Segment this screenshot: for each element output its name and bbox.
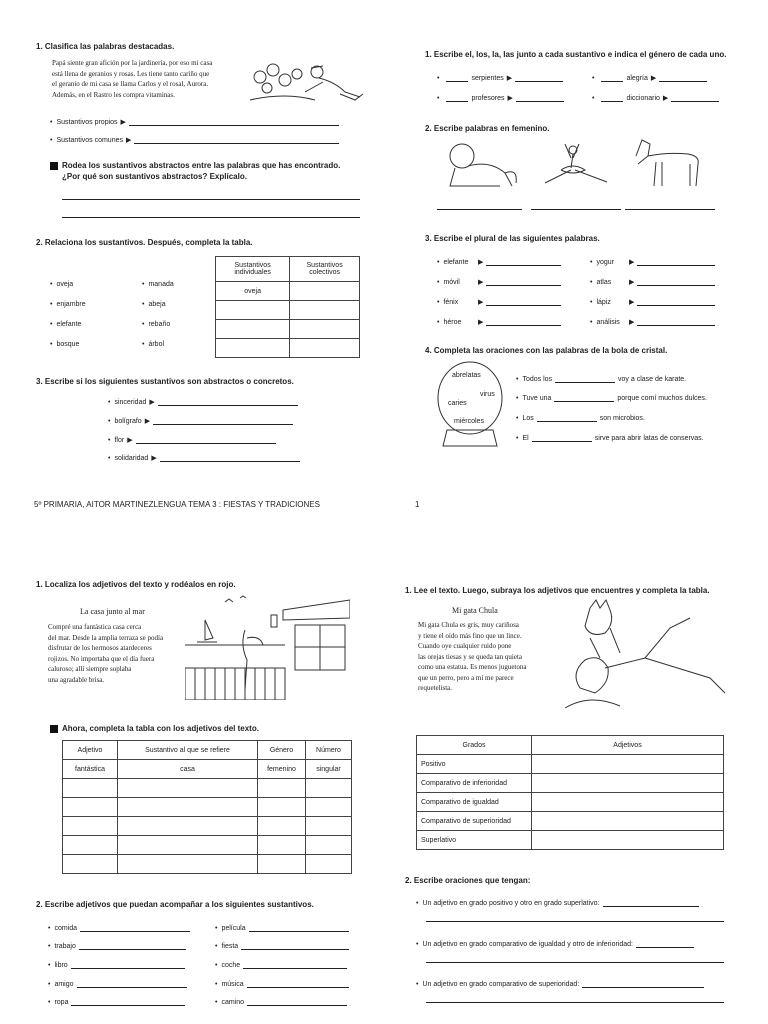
word: • sinceridad bbox=[108, 399, 146, 406]
table-cell[interactable] bbox=[306, 817, 352, 836]
table-header: Grados bbox=[417, 736, 532, 755]
p2-ex4-sentence bbox=[516, 412, 645, 422]
word: • película bbox=[215, 925, 246, 932]
p4-ex2-row bbox=[416, 978, 704, 988]
answer-line[interactable] bbox=[601, 81, 623, 82]
p1-ex2-title: 2. Relaciona los sustantivos. Después, completa la tabla. bbox=[36, 238, 253, 247]
table-header: Sustantivos colectivos bbox=[290, 257, 360, 282]
table-cell: Comparativo de inferioridad bbox=[417, 774, 532, 793]
p2-ex3-row bbox=[437, 296, 561, 306]
arrow-icon: ▶ bbox=[127, 437, 133, 444]
table-header: Sustantivos individuales bbox=[216, 257, 290, 282]
table-cell[interactable] bbox=[118, 779, 258, 798]
p2-ex4-title: 4. Completa las oraciones con las palabras de la bola de cristal. bbox=[425, 346, 668, 355]
bullet bbox=[592, 95, 598, 102]
answer-line[interactable] bbox=[160, 461, 300, 462]
list-item: • enjambre bbox=[50, 295, 86, 315]
word: • trabajo bbox=[48, 943, 76, 950]
p3-ex2-row bbox=[48, 922, 190, 932]
answer-line[interactable] bbox=[426, 921, 724, 922]
answer-line[interactable] bbox=[426, 1002, 724, 1003]
p4-ex1-title: 1. Lee el texto. Luego, subraya los adjetivos que encuentres y completa la tabla. bbox=[405, 586, 710, 595]
answer-line[interactable] bbox=[249, 931, 349, 932]
prompt: • Un adjetivo en grado comparativo de igualdad y otro de inferioridad: bbox=[416, 941, 633, 948]
arrow-icon: ▶ bbox=[662, 95, 669, 102]
square-bullet-icon bbox=[50, 725, 58, 733]
answer-line[interactable] bbox=[486, 305, 561, 306]
answer-line[interactable] bbox=[659, 81, 707, 82]
word: • bolígrafo bbox=[108, 418, 142, 425]
p2-ex1-row bbox=[437, 72, 563, 82]
p3-ex2-row bbox=[48, 978, 187, 988]
table-cell[interactable] bbox=[258, 817, 306, 836]
sentence-start: • Todos los bbox=[516, 376, 552, 383]
answer-line[interactable] bbox=[446, 101, 468, 102]
word: • flor bbox=[108, 437, 124, 444]
table-cell[interactable] bbox=[532, 812, 724, 831]
word: • análisis bbox=[590, 319, 626, 326]
p2-ex3-row bbox=[437, 316, 561, 326]
p3-ex2-row bbox=[48, 996, 185, 1006]
answer-line[interactable] bbox=[486, 265, 561, 266]
p3-ex2-row bbox=[215, 922, 349, 932]
table-cell[interactable] bbox=[118, 836, 258, 855]
p3-ex2-title: 2. Escribe adjetivos que puedan acompañar a los siguientes sustantivos. bbox=[36, 900, 314, 909]
prompt: • Un adjetivo en grado comparativo de superioridad: bbox=[416, 981, 579, 988]
p4-grades-table bbox=[416, 735, 724, 850]
answer-line[interactable] bbox=[515, 81, 563, 82]
p3-ex2-row bbox=[215, 978, 349, 988]
text-line: Cuando oye cualquier ruido pone bbox=[418, 642, 512, 650]
answer-line[interactable] bbox=[582, 987, 704, 988]
p3-ex1-text bbox=[48, 622, 188, 685]
p1-ex3-row bbox=[108, 434, 276, 444]
table-cell[interactable] bbox=[532, 755, 724, 774]
word: • yogur bbox=[590, 259, 626, 266]
arrow-icon: ▶ bbox=[650, 75, 657, 82]
girl-and-cat-illustration bbox=[560, 598, 728, 716]
sentence-end: porque comí muchos dulces. bbox=[617, 395, 707, 402]
table-header: Sustantivo al que se refiere bbox=[118, 741, 258, 760]
text-line: está llena de geranios y rosas. Les tiene tanto cariño que bbox=[52, 69, 210, 78]
table-cell: Positivo bbox=[417, 755, 532, 774]
text-line: disfrutar de los hermosos atardeceres bbox=[48, 644, 152, 652]
text-line: requetelista. bbox=[418, 684, 453, 692]
ball-word: abrelatas bbox=[452, 372, 481, 379]
arrow-icon: ▶ bbox=[149, 399, 155, 406]
table-cell[interactable] bbox=[118, 817, 258, 836]
text-line: rojizos. No importaba que el día fuera bbox=[48, 654, 155, 663]
table-cell[interactable] bbox=[258, 836, 306, 855]
p4-ex2-title: 2. Escribe oraciones que tengan: bbox=[405, 876, 531, 885]
p3-ex2-row bbox=[215, 940, 349, 950]
p2-ex1-row bbox=[437, 92, 564, 102]
text-line: el geranio de mi casa se llama Carlos y el rosal, Aurora. bbox=[52, 80, 209, 88]
p1-ex1b-title: Rodea los sustantivos abstractos entre las palabras que has encontrado. bbox=[62, 161, 341, 170]
table-cell[interactable] bbox=[290, 301, 360, 320]
p2-ex4-sentence bbox=[516, 392, 707, 402]
arrow-icon: ▶ bbox=[120, 119, 126, 126]
p4-ex2-row bbox=[416, 897, 699, 907]
table-cell[interactable] bbox=[306, 855, 352, 874]
word: • ropa bbox=[48, 999, 68, 1006]
text-line: una agradable brisa. bbox=[48, 675, 105, 684]
ball-word: miércoles bbox=[454, 418, 484, 425]
table-header: Número bbox=[306, 741, 352, 760]
table-cell: Comparativo de superioridad bbox=[417, 812, 532, 831]
arrow-icon: ▶ bbox=[629, 299, 635, 306]
list-item: • árbol bbox=[142, 335, 174, 355]
answer-line[interactable] bbox=[637, 305, 715, 306]
text-line: caluroso; allí siempre soplaba bbox=[48, 665, 132, 673]
table-cell[interactable] bbox=[532, 831, 724, 850]
p4-ex1-text bbox=[418, 620, 558, 694]
arrow-icon: ▶ bbox=[478, 319, 484, 326]
page-number: 1 bbox=[415, 500, 420, 509]
table-cell[interactable] bbox=[258, 855, 306, 874]
p1-ex2-table bbox=[215, 256, 360, 358]
text-line: que un perro, pero a mí me parece bbox=[418, 673, 514, 682]
table-cell[interactable] bbox=[258, 779, 306, 798]
p2-ex3-row bbox=[590, 296, 715, 306]
p2-ex3-row bbox=[590, 276, 715, 286]
p1-ex3-title: 3. Escribe si los siguientes sustantivos son abstractos o concretos. bbox=[36, 377, 294, 386]
sentence-end: voy a clase de karate. bbox=[618, 376, 687, 383]
p2-ex3-title: 3. Escribe el plural de las siguientes palabras. bbox=[425, 234, 600, 243]
p4-ex2-row bbox=[416, 938, 694, 948]
answer-line[interactable] bbox=[625, 209, 715, 210]
table-header: Adjetivos bbox=[532, 736, 724, 755]
ball-word: caries bbox=[448, 400, 467, 407]
table-cell: fantástica bbox=[63, 760, 118, 779]
p2-ex1-title: 1. Escribe el, los, la, las junto a cada sustantivo e indica el género de cada uno. bbox=[425, 50, 727, 59]
p3-ex1b-title: Ahora, completa la tabla con los adjetivos del texto. bbox=[62, 724, 259, 733]
answer-line[interactable] bbox=[77, 987, 187, 988]
lion-illustration bbox=[440, 138, 520, 193]
table-header: Género bbox=[258, 741, 306, 760]
table-cell[interactable] bbox=[63, 836, 118, 855]
answer-line[interactable] bbox=[446, 81, 468, 82]
p2-ex4-sentence bbox=[516, 432, 704, 442]
text-line: Compré una fantástica casa cerca bbox=[48, 623, 142, 631]
table-cell[interactable] bbox=[118, 798, 258, 817]
prompt: • Un adjetivo en grado positivo y otro en grado superlativo: bbox=[416, 900, 600, 907]
text-line: Mi gata Chula es gris, muy cariñosa bbox=[418, 621, 519, 629]
word: • camino bbox=[215, 999, 244, 1006]
p2-ex4-sentence bbox=[516, 373, 686, 383]
list-item: • oveja bbox=[50, 275, 86, 295]
p2-ex3-row bbox=[437, 256, 561, 266]
page-footer: 5º PRIMARIA, AITOR MARTINEZLENGUA TEMA 3 : FIESTAS Y TRADICIONES bbox=[34, 500, 320, 509]
arrow-icon: ▶ bbox=[151, 455, 157, 462]
arrow-icon: ▶ bbox=[478, 279, 484, 286]
table-cell: Comparativo de igualdad bbox=[417, 793, 532, 812]
word: • fiesta bbox=[215, 943, 238, 950]
arrow-icon: ▶ bbox=[126, 137, 132, 144]
p1-ex1b-title2: ¿Por qué son sustantivos abstractos? Explícalo. bbox=[62, 172, 247, 181]
ballerina-illustration bbox=[535, 138, 615, 193]
word: • libro bbox=[48, 962, 68, 969]
table-header: Adjetivo bbox=[63, 741, 118, 760]
word: • móvil bbox=[437, 279, 475, 286]
horse-illustration bbox=[628, 134, 708, 189]
text-line: como una estatua. Es menos juguetona bbox=[418, 663, 527, 671]
table-cell[interactable] bbox=[118, 855, 258, 874]
table-cell: Superlativo bbox=[417, 831, 532, 850]
text-line: las orejas tiesas y se queda tan quieta bbox=[418, 652, 522, 661]
list-item: • rebaño bbox=[142, 315, 174, 335]
answer-line[interactable] bbox=[637, 285, 715, 286]
arrow-icon: ▶ bbox=[506, 75, 513, 82]
p3-ex1-title: 1. Localiza los adjetivos del texto y rodéalos en rojo. bbox=[36, 580, 236, 589]
word: • comida bbox=[48, 925, 77, 932]
word: serpientes bbox=[471, 75, 504, 82]
answer-line[interactable] bbox=[637, 265, 715, 266]
word: • fénix bbox=[437, 299, 475, 306]
story-title: La casa junto al mar bbox=[80, 607, 145, 616]
answer-line[interactable] bbox=[601, 101, 623, 102]
table-cell[interactable] bbox=[63, 855, 118, 874]
answer-line[interactable] bbox=[532, 441, 592, 442]
answer-line[interactable] bbox=[486, 285, 561, 286]
arrow-icon: ▶ bbox=[478, 259, 484, 266]
p3-ex2-row bbox=[48, 940, 186, 950]
table-cell[interactable] bbox=[258, 798, 306, 817]
p2-ex1-row bbox=[592, 92, 719, 102]
answer-line[interactable] bbox=[134, 143, 339, 144]
p2-ex1-row bbox=[592, 72, 707, 82]
ball-word: virus bbox=[480, 391, 495, 398]
bullet bbox=[437, 75, 443, 82]
bullet bbox=[592, 75, 598, 82]
p2-ex3-row bbox=[437, 276, 561, 286]
p2-ex3-row bbox=[590, 256, 715, 266]
p1-ex3-row bbox=[108, 396, 298, 406]
p1-ex3-row bbox=[108, 452, 300, 462]
table-cell[interactable] bbox=[532, 793, 724, 812]
word: profesores bbox=[471, 95, 505, 102]
arrow-icon: ▶ bbox=[629, 319, 635, 326]
p1-ex1-row-propios bbox=[50, 116, 339, 126]
sentence-start: • Los bbox=[516, 415, 534, 422]
table-cell[interactable] bbox=[532, 774, 724, 793]
arrow-icon: ▶ bbox=[629, 279, 635, 286]
word: diccionario bbox=[626, 95, 660, 102]
p1-ex2-left-list bbox=[50, 275, 86, 355]
list-item: • bosque bbox=[50, 335, 86, 355]
answer-line[interactable] bbox=[537, 421, 597, 422]
table-cell[interactable] bbox=[216, 301, 290, 320]
story-title: Mi gata Chula bbox=[452, 606, 498, 615]
word: • solidaridad bbox=[108, 455, 148, 462]
answer-line[interactable] bbox=[241, 949, 349, 950]
answer-line[interactable] bbox=[637, 325, 715, 326]
p2-ex2-title: 2. Escribe palabras en femenino. bbox=[425, 124, 550, 133]
answer-line[interactable] bbox=[129, 125, 339, 126]
p3-adjective-table bbox=[62, 740, 352, 874]
p1-ex2-right-list bbox=[142, 275, 174, 355]
gardener-illustration bbox=[245, 52, 365, 107]
seaside-house-illustration bbox=[185, 590, 350, 700]
p3-ex2-row bbox=[215, 996, 347, 1006]
table-cell[interactable] bbox=[290, 320, 360, 339]
answer-line[interactable] bbox=[603, 906, 699, 907]
list-item: • manada bbox=[142, 275, 174, 295]
answer-line[interactable] bbox=[62, 199, 360, 200]
answer-line[interactable] bbox=[554, 401, 614, 402]
answer-line[interactable] bbox=[136, 443, 276, 444]
word: • lápiz bbox=[590, 299, 626, 306]
answer-line[interactable] bbox=[243, 968, 347, 969]
text-line: Además, en el Rastro les compra vitaminas. bbox=[52, 90, 175, 99]
answer-line[interactable] bbox=[437, 209, 522, 210]
p1-ex1-row-comunes bbox=[50, 134, 339, 144]
label-propios: • Sustantivos propios bbox=[50, 119, 118, 126]
answer-line[interactable] bbox=[671, 101, 719, 102]
answer-line[interactable] bbox=[247, 987, 349, 988]
answer-line[interactable] bbox=[62, 217, 360, 218]
p1-ex1-text bbox=[52, 58, 242, 100]
answer-line[interactable] bbox=[636, 947, 694, 948]
answer-line[interactable] bbox=[426, 962, 724, 963]
text-line: y tiene el oído más fino que un lince. bbox=[418, 631, 522, 640]
p3-ex2-row bbox=[48, 959, 185, 969]
table-cell[interactable] bbox=[306, 798, 352, 817]
list-item: • abeja bbox=[142, 295, 174, 315]
word: • coche bbox=[215, 962, 240, 969]
table-cell[interactable] bbox=[63, 798, 118, 817]
square-bullet-icon bbox=[50, 162, 58, 170]
bullet bbox=[437, 95, 443, 102]
sentence-end: sirve para abrir latas de conservas. bbox=[594, 435, 704, 442]
word: • elefante bbox=[437, 259, 475, 266]
sentence-end: son microbios. bbox=[599, 415, 645, 422]
word: • atlas bbox=[590, 279, 626, 286]
sentence-start: • Tuve una bbox=[516, 395, 551, 402]
word: • héroe bbox=[437, 319, 475, 326]
table-cell: casa bbox=[118, 760, 258, 779]
p1-ex3-row bbox=[108, 415, 293, 425]
answer-line[interactable] bbox=[153, 424, 293, 425]
p1-ex1-title: 1. Clasifica las palabras destacadas. bbox=[36, 42, 175, 51]
p3-ex2-row bbox=[215, 959, 347, 969]
sentence-start: • El bbox=[516, 435, 529, 442]
text-line: del mar. Desde la amplia terraza se podía bbox=[48, 633, 164, 642]
answer-line[interactable] bbox=[516, 101, 564, 102]
word: • amigo bbox=[48, 981, 74, 988]
answer-line[interactable] bbox=[486, 325, 561, 326]
table-cell[interactable] bbox=[290, 282, 360, 301]
text-line: Papá siente gran afición por la jardinería, por eso mi casa bbox=[52, 59, 213, 67]
table-cell[interactable] bbox=[216, 339, 290, 358]
answer-line[interactable] bbox=[71, 1005, 185, 1006]
arrow-icon: ▶ bbox=[478, 299, 484, 306]
table-cell: singular bbox=[306, 760, 352, 779]
table-cell[interactable] bbox=[216, 320, 290, 339]
arrow-icon: ▶ bbox=[629, 259, 635, 266]
word: • música bbox=[215, 981, 244, 988]
arrow-icon: ▶ bbox=[507, 95, 513, 102]
label-comunes: • Sustantivos comunes bbox=[50, 137, 123, 144]
table-cell[interactable] bbox=[306, 779, 352, 798]
p2-ex3-row bbox=[590, 316, 715, 326]
table-cell[interactable] bbox=[63, 779, 118, 798]
answer-line[interactable] bbox=[247, 1005, 347, 1006]
list-item: • elefante bbox=[50, 315, 86, 335]
table-cell: femenino bbox=[258, 760, 306, 779]
arrow-icon: ▶ bbox=[144, 418, 151, 425]
table-cell[interactable] bbox=[290, 339, 360, 358]
answer-line[interactable] bbox=[71, 968, 185, 969]
table-cell: oveja bbox=[216, 282, 290, 301]
answer-line[interactable] bbox=[555, 382, 615, 383]
table-cell[interactable] bbox=[306, 836, 352, 855]
word: alegría bbox=[626, 75, 648, 82]
table-cell[interactable] bbox=[63, 817, 118, 836]
answer-line[interactable] bbox=[80, 931, 190, 932]
answer-line[interactable] bbox=[79, 949, 186, 950]
answer-line[interactable] bbox=[531, 209, 621, 210]
answer-line[interactable] bbox=[158, 405, 298, 406]
